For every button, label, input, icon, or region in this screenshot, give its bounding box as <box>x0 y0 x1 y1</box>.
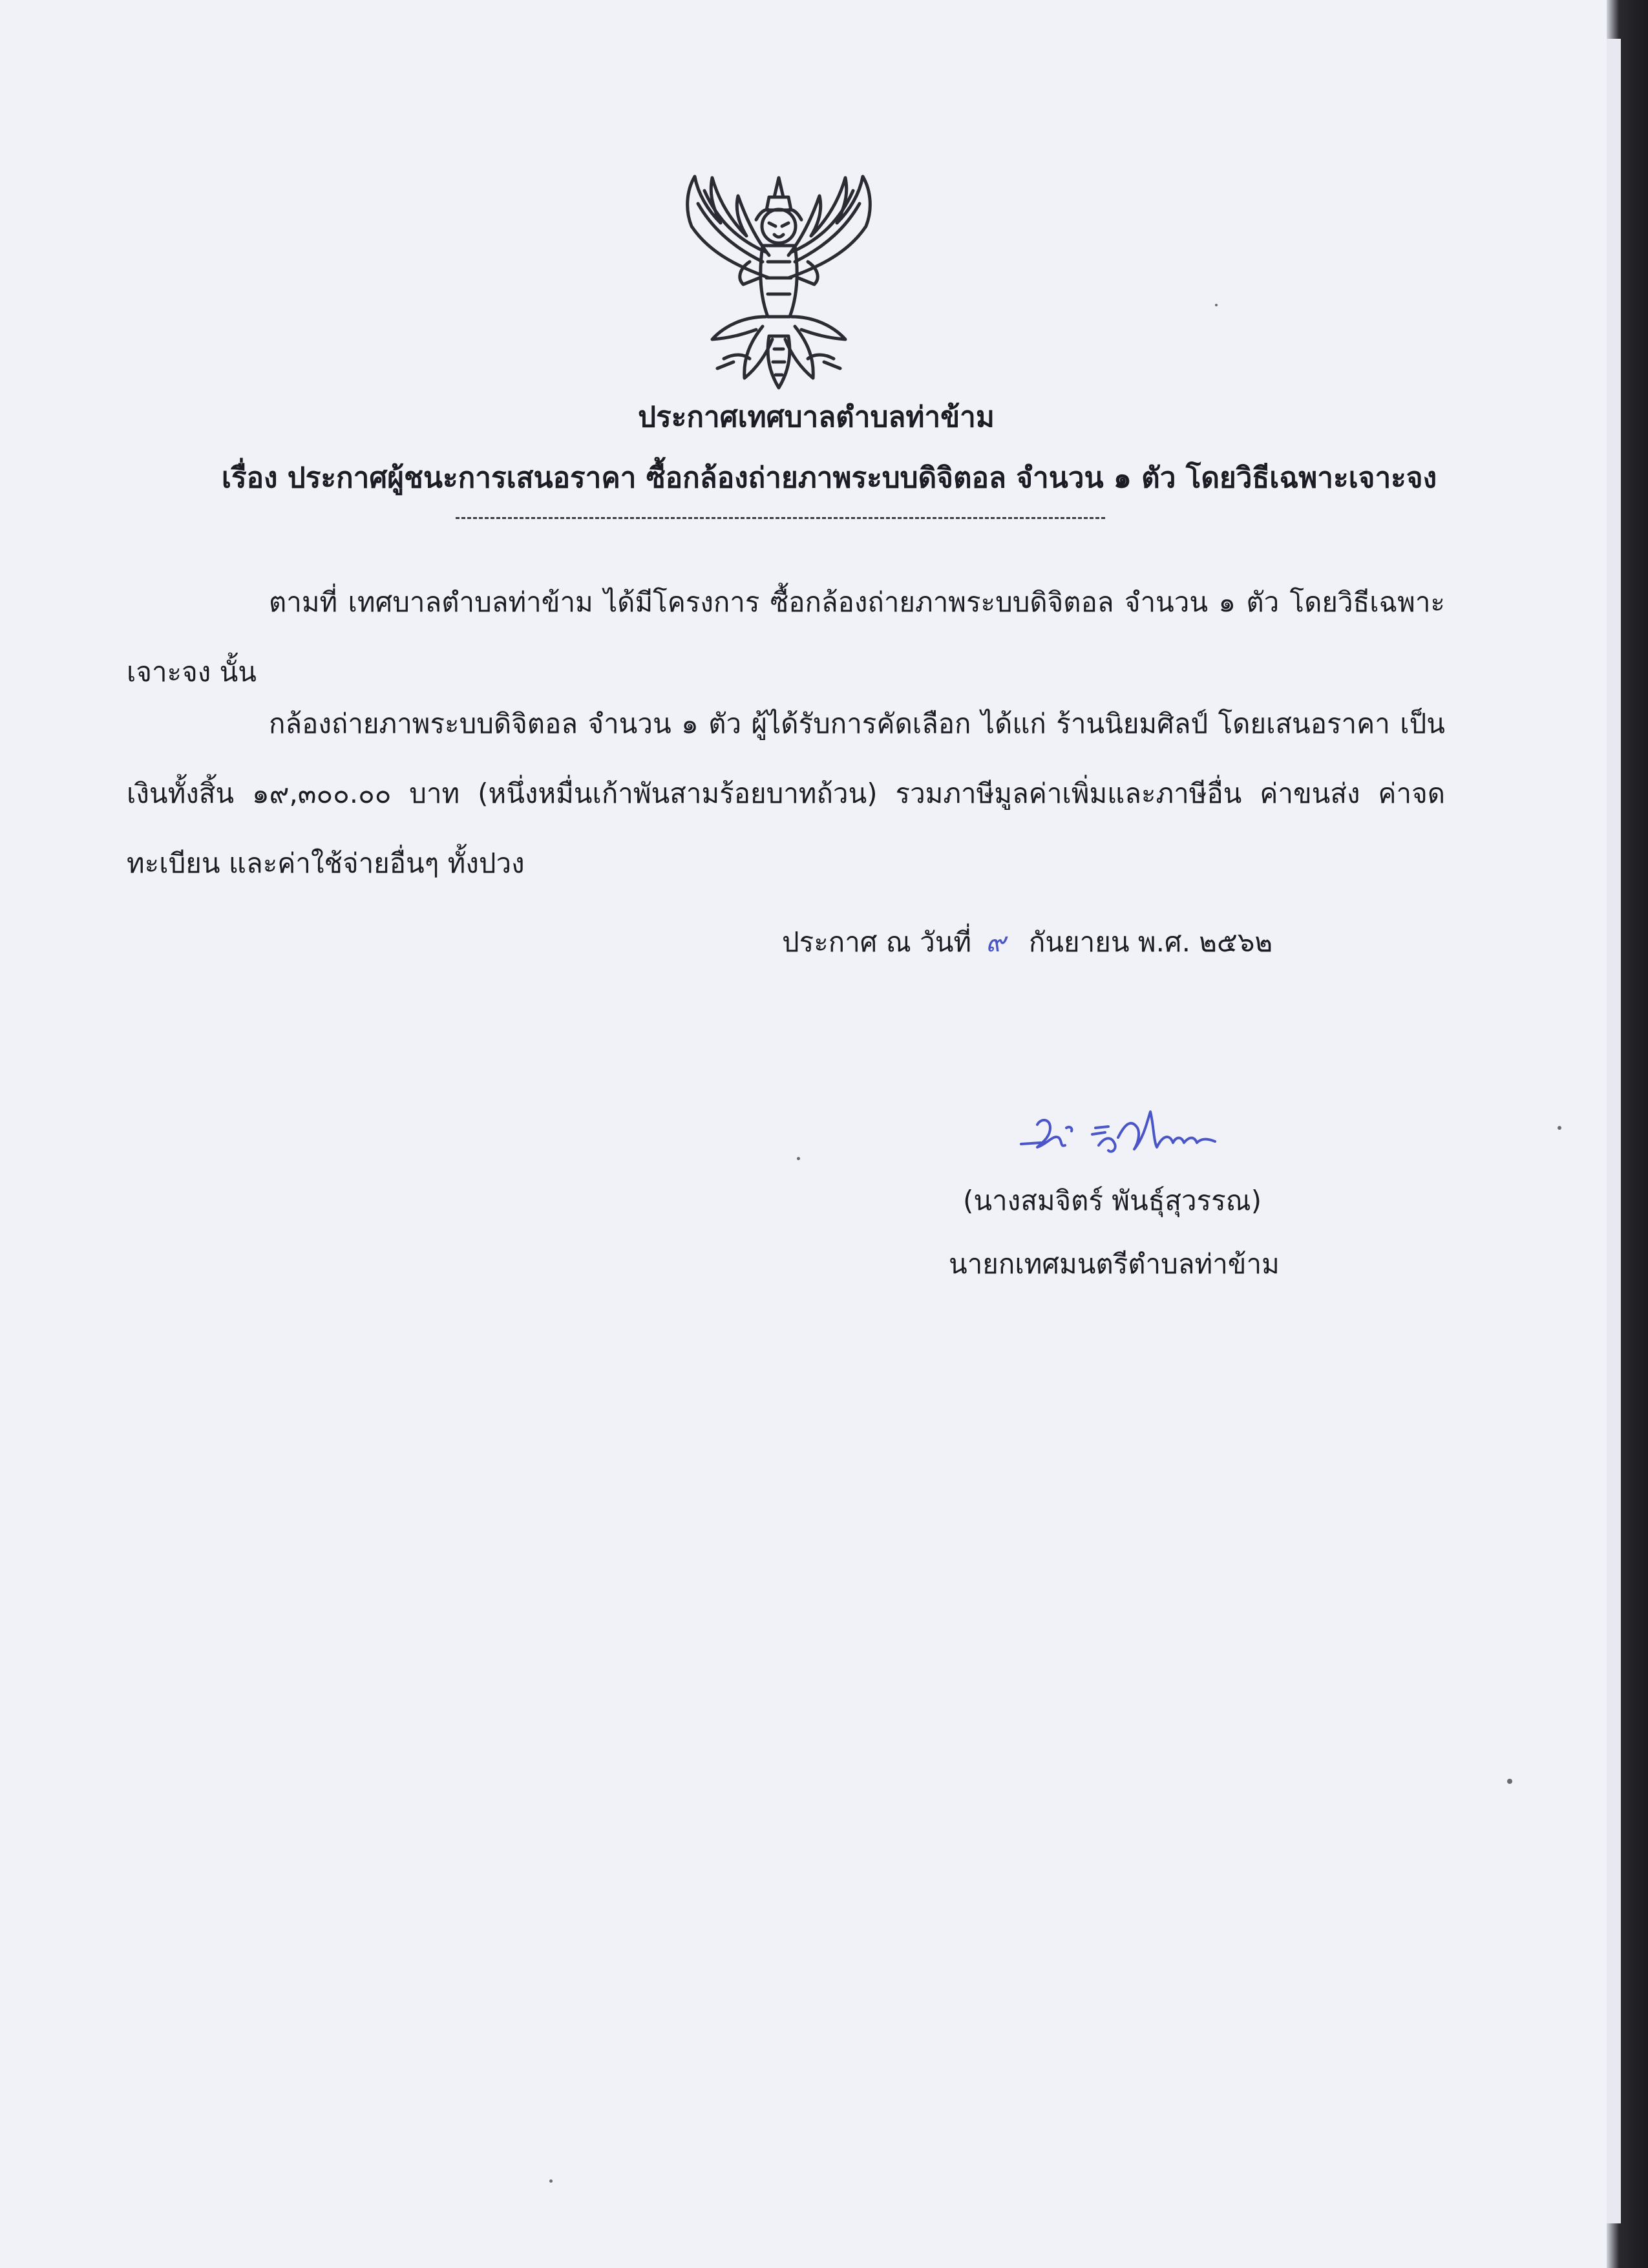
date-prefix: ประกาศ ณ วันที่ <box>782 926 972 958</box>
scan-edge <box>1607 0 1648 2268</box>
scan-speck <box>1558 1126 1561 1130</box>
body-paragraph-2: กล้องถ่ายภาพระบบดิจิตอล จำนวน ๑ ตัว ผู้ได้รับการคัดเลือก ได้แก่ ร้านนิยมศิลป์ โดยเสนอราคา เป็นเงินทั้งสิ้น ๑๙,๓๐๐.๐๐ บาท (หนึ่งหมื่นเก้าพันสามร้อยบาทถ้วน) รวมภาษีมูลค่าเพิ่มและภาษีอื่น ค่าขนส่ง ค่าจดทะเบียน และค่าใช้จ่ายอื่นๆ ทั้งปวง <box>127 708 1445 879</box>
date-day-handwritten: ๙ <box>986 926 1006 958</box>
announcement-subject: เรื่อง ประกาศผู้ชนะการเสนอราคา ซื้อกล้องถ่ายภาพระบบดิจิตอล จำนวน ๑ ตัว โดยวิธีเฉพาะเจาะจง <box>221 461 1437 494</box>
signer-name: (นางสมจิตร์ พันธุ์สุวรรณ) <box>963 1185 1262 1216</box>
scan-speck <box>1507 1779 1512 1784</box>
date-suffix: กันยายน พ.ศ. ๒๕๖๒ <box>1028 926 1273 958</box>
handwritten-signature <box>1015 1099 1234 1170</box>
announcement-date <box>782 923 1273 962</box>
scan-speck <box>797 1157 800 1160</box>
body-paragraph-1: ตามที่ เทศบาลตำบลท่าข้าม ได้มีโครงการ ซื้อกล้องถ่ายภาพระบบดิจิตอล จำนวน ๑ ตัว โดยวิธีเฉพาะเจาะจง นั้น <box>127 586 1445 688</box>
divider-line <box>456 517 1105 519</box>
announcement-heading: ประกาศเทศบาลตำบลท่าข้าม <box>638 401 995 434</box>
signer-position: นายกเทศมนตรีตำบลท่าข้าม <box>949 1248 1280 1280</box>
scan-speck <box>549 2179 553 2183</box>
garuda-emblem-icon <box>672 165 885 397</box>
scan-speck <box>1215 304 1218 306</box>
